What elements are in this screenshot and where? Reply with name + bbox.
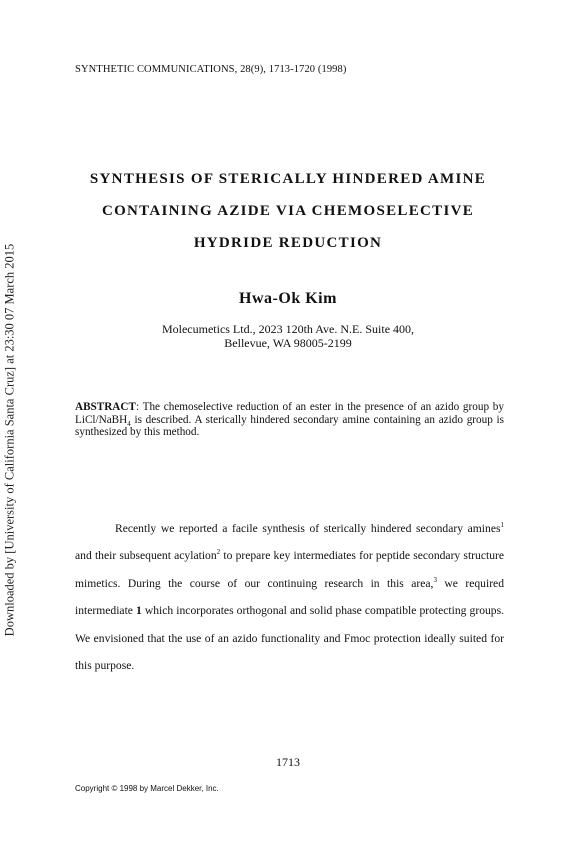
- body-text-2: and their subsequent acylation: [75, 549, 217, 563]
- side-watermark-container: [0, 0, 20, 864]
- body-text-5: which incorporates orthogonal and solid phase compatible protecting groups. We envisioned that the use of an azido functionality and Fmoc protection ideally suited for this purpose.: [75, 604, 504, 673]
- abstract-text-a: : The chemoselective reduction of an ester in the presence of an azido group by LiCl/NaBH: [75, 401, 504, 426]
- reference-2: 2: [216, 548, 221, 557]
- abstract-subscript: 4: [127, 419, 131, 428]
- title-line-2: CONTAINING AZIDE VIA CHEMOSELECTIVE: [101, 203, 475, 219]
- reference-1: 1: [500, 521, 504, 530]
- body-text-4: we required intermediate: [75, 576, 504, 618]
- download-watermark: Downloaded by [University of California Santa Cruz] at 23:30 07 March 2015: [2, 243, 17, 637]
- title-line-3: HYDRIDE REDUCTION: [193, 235, 383, 251]
- abstract-text-b: is described. A sterically hindered secondary amine containing an azido group is synthesized by this method.: [75, 413, 504, 439]
- affiliation-line-1: Molecumetics Ltd., 2023 120th Ave. N.E. Suite 400,: [161, 322, 415, 336]
- affiliation-line-2: Bellevue, WA 98005-2199: [224, 336, 352, 350]
- body-paragraph: [75, 515, 504, 679]
- author-name: Hwa-Ok Kim: [239, 290, 337, 307]
- copyright-notice: Copyright © 1998 by Marcel Dekker, Inc.: [75, 784, 219, 793]
- title-line-1: SYNTHESIS OF STERICALLY HINDERED AMINE: [89, 171, 487, 187]
- page-number: 1713: [276, 755, 300, 769]
- body-text-1: Recently we reported a facile synthesis of sterically hindered secondary amines: [115, 522, 501, 535]
- compound-number: 1: [136, 604, 142, 618]
- abstract: [75, 401, 504, 439]
- abstract-label: ABSTRACT: [75, 401, 136, 413]
- body-text-3: to prepare key intermediates for peptide secondary structure mimetics. During the course of our continuing research in this area,: [75, 549, 504, 590]
- journal-header: SYNTHETIC COMMUNICATIONS, 28(9), 1713-1720 (1998): [75, 64, 347, 75]
- reference-3: 3: [433, 575, 437, 584]
